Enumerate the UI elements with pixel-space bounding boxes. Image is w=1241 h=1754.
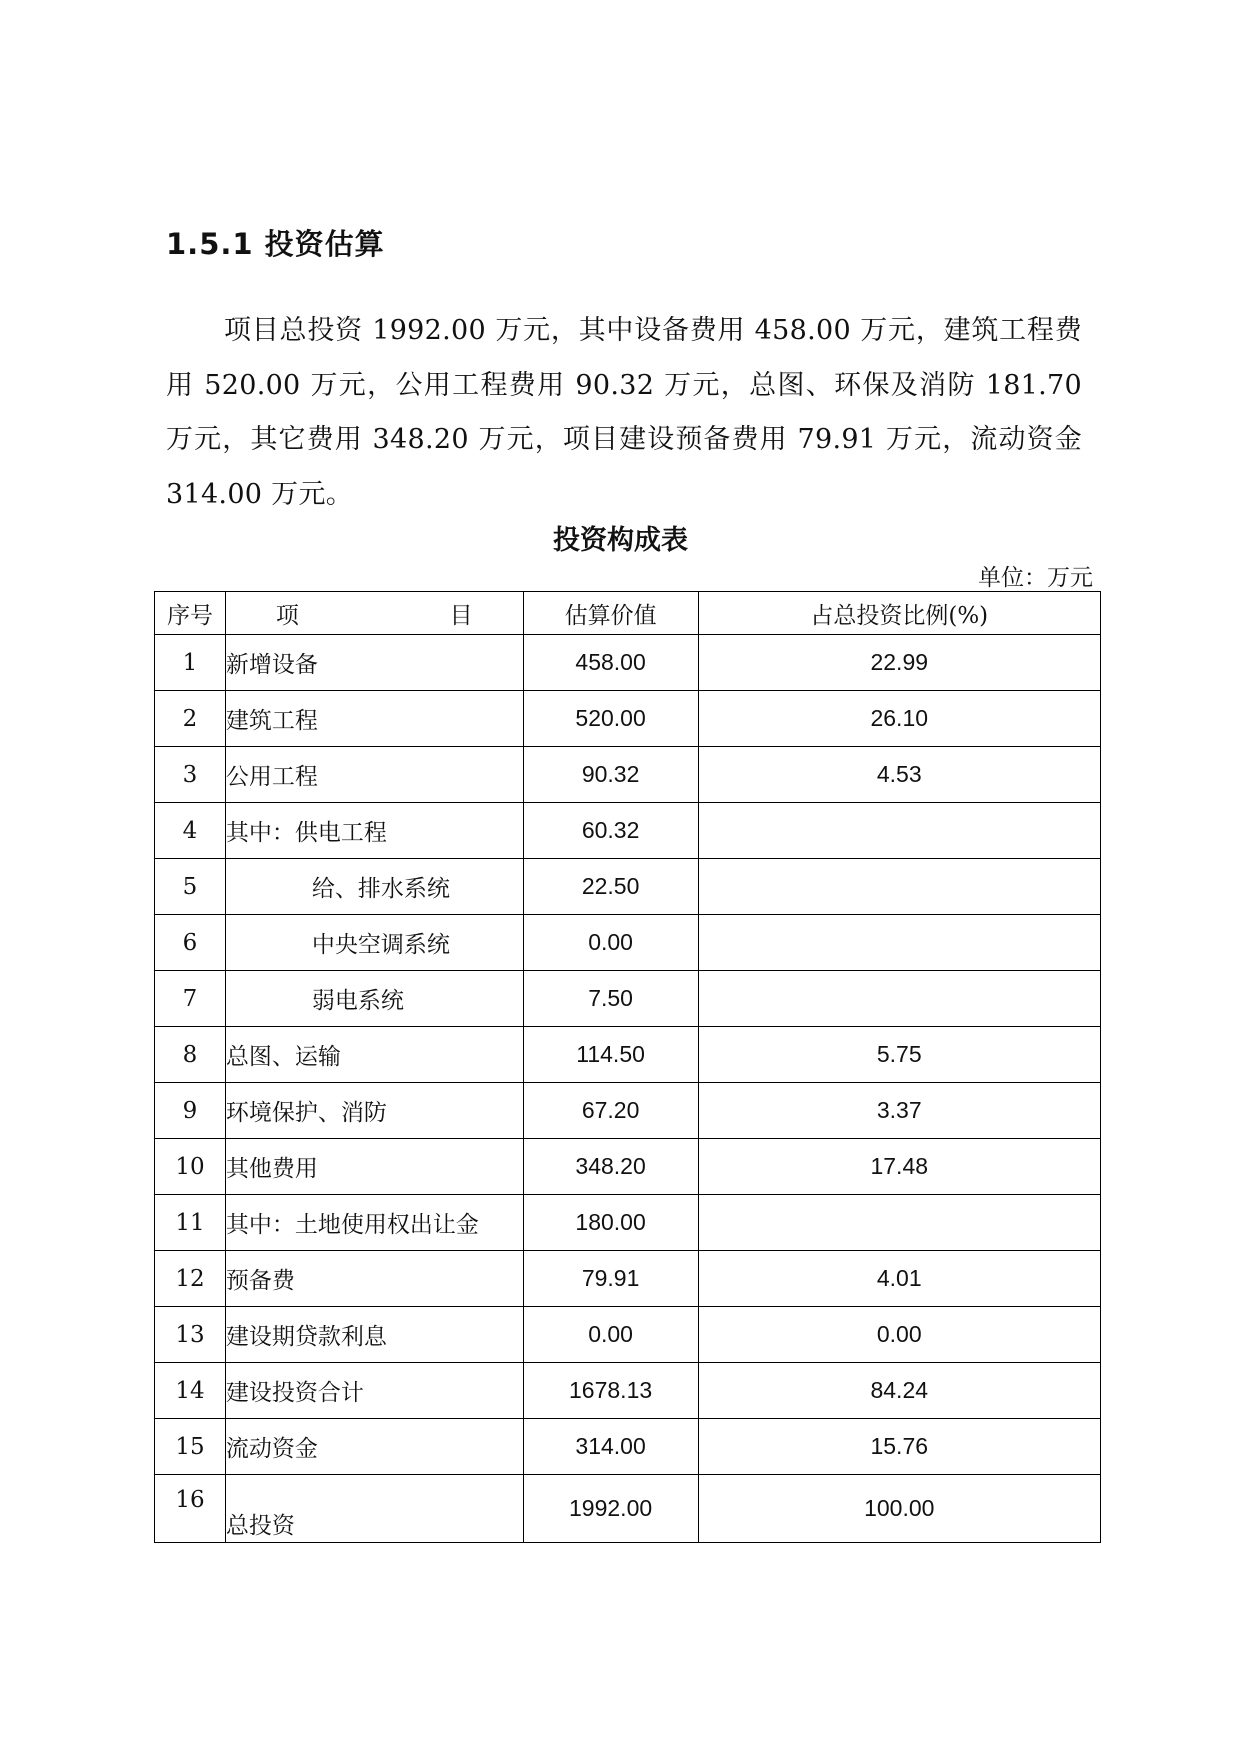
header-value: 估算价值 <box>523 592 698 635</box>
row-ratio: 4.53 <box>698 747 1100 803</box>
table-row <box>155 859 1101 915</box>
table-row <box>155 1251 1101 1307</box>
row-value: 114.50 <box>523 1027 698 1083</box>
row-seq: 1 <box>155 635 226 691</box>
row-ratio: 15.76 <box>698 1419 1100 1475</box>
row-value: 22.50 <box>523 859 698 915</box>
row-ratio: 5.75 <box>698 1027 1100 1083</box>
row-seq: 2 <box>155 691 226 747</box>
row-name: 建设投资合计 <box>225 1363 523 1419</box>
row-value: 60.32 <box>523 803 698 859</box>
table-header-row <box>155 592 1101 635</box>
table-row <box>155 1475 1101 1543</box>
row-ratio: 84.24 <box>698 1363 1100 1419</box>
row-seq: 15 <box>155 1419 226 1475</box>
row-value: 0.00 <box>523 1307 698 1363</box>
row-value: 0.00 <box>523 915 698 971</box>
row-seq: 5 <box>155 859 226 915</box>
table-row <box>155 1139 1101 1195</box>
header-item-right: 目 <box>449 602 473 629</box>
row-seq: 13 <box>155 1307 226 1363</box>
row-name: 建筑工程 <box>225 691 523 747</box>
table-row <box>155 1307 1101 1363</box>
row-seq: 16 <box>155 1475 226 1543</box>
row-seq: 10 <box>155 1139 226 1195</box>
row-ratio: 26.10 <box>698 691 1100 747</box>
header-seq: 序号 <box>155 592 226 635</box>
row-seq: 7 <box>155 971 226 1027</box>
row-name: 其中：土地使用权出让金 <box>225 1195 523 1251</box>
row-name: 中央空调系统 <box>225 915 523 971</box>
table-title: 投资构成表 <box>553 525 688 556</box>
row-ratio: 0.00 <box>698 1307 1100 1363</box>
row-name: 总投资 <box>225 1475 523 1543</box>
header-item-left: 项 <box>275 602 299 629</box>
table-row <box>155 747 1101 803</box>
row-name: 公用工程 <box>225 747 523 803</box>
summary-paragraph: 项目总投资 1992.00 万元，其中设备费用 458.00 万元，建筑工程费用 520.00 万元，公用工程费用 90.32 万元，总图、环保及消防 181.70 万元，其它费用 348.20 万元，项目建设预备费用 79.91 万元，流动资金 314.00 万元。 <box>166 315 1082 510</box>
row-name: 流动资金 <box>225 1419 523 1475</box>
row-name: 新增设备 <box>225 635 523 691</box>
row-seq: 14 <box>155 1363 226 1419</box>
row-value: 7.50 <box>523 971 698 1027</box>
row-value: 90.32 <box>523 747 698 803</box>
row-ratio: 22.99 <box>698 635 1100 691</box>
row-name: 总图、运输 <box>225 1027 523 1083</box>
row-seq: 3 <box>155 747 226 803</box>
table-row <box>155 915 1101 971</box>
row-name: 建设期贷款利息 <box>225 1307 523 1363</box>
table-row <box>155 803 1101 859</box>
row-value: 79.91 <box>523 1251 698 1307</box>
investment-table <box>154 591 1101 1543</box>
row-seq: 11 <box>155 1195 226 1251</box>
header-ratio: 占总投资比例(%) <box>698 592 1100 635</box>
table-row <box>155 971 1101 1027</box>
row-ratio: 100.00 <box>698 1475 1100 1543</box>
row-name: 其他费用 <box>225 1139 523 1195</box>
table-row <box>155 1419 1101 1475</box>
row-value: 180.00 <box>523 1195 698 1251</box>
row-ratio <box>698 1195 1100 1251</box>
row-value: 314.00 <box>523 1419 698 1475</box>
row-value: 458.00 <box>523 635 698 691</box>
row-name: 环境保护、消防 <box>225 1083 523 1139</box>
row-ratio: 3.37 <box>698 1083 1100 1139</box>
row-seq: 4 <box>155 803 226 859</box>
row-seq: 12 <box>155 1251 226 1307</box>
header-item <box>225 592 523 635</box>
row-value: 67.20 <box>523 1083 698 1139</box>
row-name: 给、排水系统 <box>225 859 523 915</box>
table-row <box>155 1363 1101 1419</box>
table-row <box>155 1083 1101 1139</box>
row-seq: 8 <box>155 1027 226 1083</box>
section-heading: 1.5.1 投资估算 <box>166 227 385 261</box>
table-row <box>155 635 1101 691</box>
row-name: 预备费 <box>225 1251 523 1307</box>
table-row <box>155 1027 1101 1083</box>
unit-label: 单位：万元 <box>978 565 1093 591</box>
row-ratio <box>698 859 1100 915</box>
row-ratio <box>698 971 1100 1027</box>
row-name: 弱电系统 <box>225 971 523 1027</box>
row-seq: 6 <box>155 915 226 971</box>
table-row <box>155 1195 1101 1251</box>
row-ratio: 17.48 <box>698 1139 1100 1195</box>
row-name: 其中：供电工程 <box>225 803 523 859</box>
row-value: 1992.00 <box>523 1475 698 1543</box>
row-value: 348.20 <box>523 1139 698 1195</box>
row-value: 520.00 <box>523 691 698 747</box>
row-seq: 9 <box>155 1083 226 1139</box>
row-value: 1678.13 <box>523 1363 698 1419</box>
table-row <box>155 691 1101 747</box>
row-ratio: 4.01 <box>698 1251 1100 1307</box>
row-ratio <box>698 915 1100 971</box>
row-ratio <box>698 803 1100 859</box>
